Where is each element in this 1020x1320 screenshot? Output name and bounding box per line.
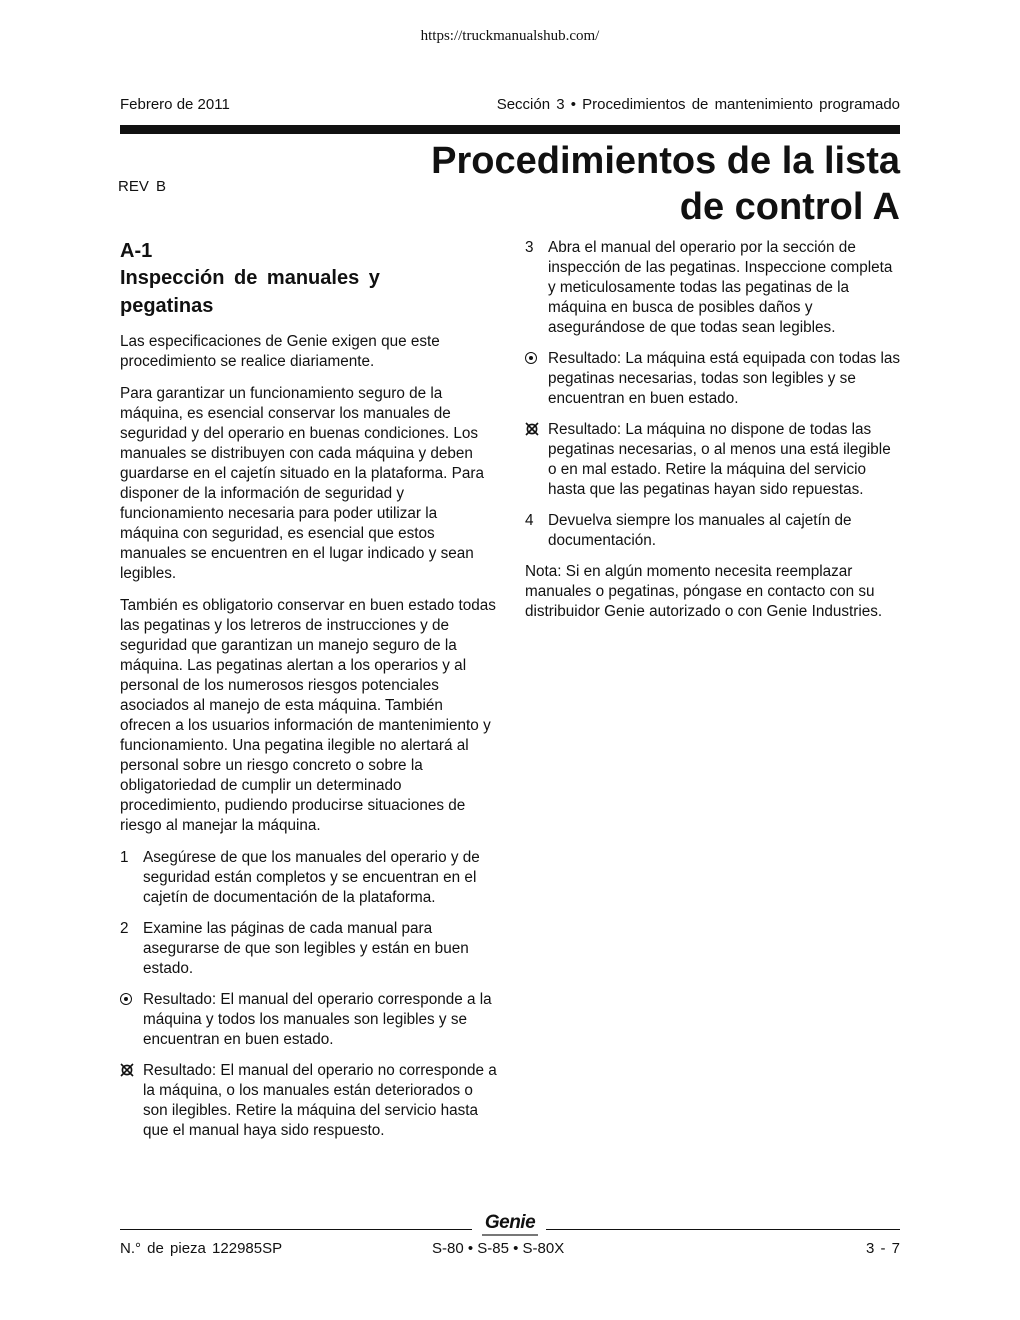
step-number: 2 [120,920,129,937]
result-text: Resultado: La máquina está equipada con todas las pegatinas necesarias, todas son legibles y se encuentran en buen estado. [548,350,901,407]
left-column [120,238,498,1152]
paragraph: También es obligatorio conservar en buen estado todas las pegatinas y los letreros de instrucciones y de seguridad que garantizan un manejo seguro de la máquina. Las pegatinas alertan a los operarios y al personal de los numerosos riesgos potenciales asociados al manejo de esta máquina. También ofrecen a los usuarios información de mantenimiento y funcionamiento. Una pegatina ilegible no alertará al personal sobre un riesgo concreto o sobre la obligatoriedad de cumplir un determinado procedimiento, pudiendo producirse situaciones de riesgo al manejar la máquina. [120,597,496,834]
step-number: 3 [525,239,534,256]
step-item [120,848,498,908]
footer-models: S-80 • S-85 • S-80X [432,1240,565,1257]
step-number: 4 [525,512,534,529]
result-item [525,420,903,500]
section-number: A-1 [120,240,153,262]
footer-rule-right [546,1229,900,1230]
result-ok-icon [120,993,132,1005]
step-item [525,511,903,551]
step-text: Examine las páginas de cada manual para asegurarse de que son legibles y están en buen estado. [143,920,469,977]
header-section: Sección 3 • Procedimientos de mantenimiento programado [496,96,900,113]
page-title-line-1: Procedimientos de la lista [431,140,900,182]
page-title-line-2: de control A [679,186,900,228]
page-title [340,138,900,230]
genie-logo: Genie [484,1212,536,1233]
section-title [120,264,498,320]
section-title-line-2: pegatinas [120,295,214,317]
result-item [120,990,498,1050]
note-text: Nota: Si en algún momento necesita reemplazar manuales o pegatinas, póngase en contacto con su distribuidor Genie autorizado o con Genie Industries. [525,563,883,620]
footer-page-number: 3 - 7 [865,1240,900,1257]
right-column [525,238,903,634]
paragraph: Para garantizar un funcionamiento seguro de la máquina, es esencial conservar los manuales de seguridad y del operario en buenas condiciones. Los manuales se distribuyen con cada máquina y deben guardarse en el cajetín situado en la plataforma. Para disponer de la información de seguridad y funcionamiento necesaria para poder utilizar la máquina con seguridad, es esencial que estos manuales se encuentren en el lugar indicado y sean legibles. [120,385,484,582]
header-date: Febrero de 2011 [120,96,230,113]
step-item [525,238,903,338]
paragraph: Las especificaciones de Genie exigen que este procedimiento se realice diariamente. [120,333,440,370]
watermark-url: https://truckmanualshub.com/ [420,28,600,44]
section-title-line-1: Inspección de manuales y [120,267,380,289]
result-text: Resultado: El manual del operario corresponde a la máquina y todos los manuales son legibles y se encuentran en buen estado. [143,991,492,1048]
step-number: 1 [120,849,129,866]
step-item [120,919,498,979]
result-fail-icon [525,422,539,436]
result-item [120,1061,498,1141]
logo-tagline-mark [482,1234,538,1236]
result-item [525,349,903,409]
step-text: Devuelva siempre los manuales al cajetín de documentación. [548,512,852,549]
result-text: Resultado: La máquina no dispone de todas las pegatinas necesarias, o al menos una está ilegible o en mal estado. Retire la máquina del servicio hasta que las pegatinas hayan sido repuestas. [548,421,891,498]
header-rule [120,125,900,134]
footer-part-number: N.° de pieza 122985SP [120,1240,283,1257]
result-fail-icon [120,1063,134,1077]
result-text: Resultado: El manual del operario no corresponde a la máquina, o los manuales están deteriorados o son ilegibles. Retire la máquina del servicio hasta que el manual haya sido respuesto. [143,1062,497,1139]
result-ok-icon [525,352,537,364]
revision-label: REV B [118,178,167,195]
step-text: Asegúrese de que los manuales del operario y de seguridad están completos y se encuentran en el cajetín de documentación de la plataforma. [143,849,480,906]
footer-rule-left [120,1229,472,1230]
step-text: Abra el manual del operario por la sección de inspección de las pegatinas. Inspeccione completa y meticulosamente todas las pegatinas de la máquina en busca de posibles daños y asegurándose de que todas sean legibles. [548,239,893,336]
